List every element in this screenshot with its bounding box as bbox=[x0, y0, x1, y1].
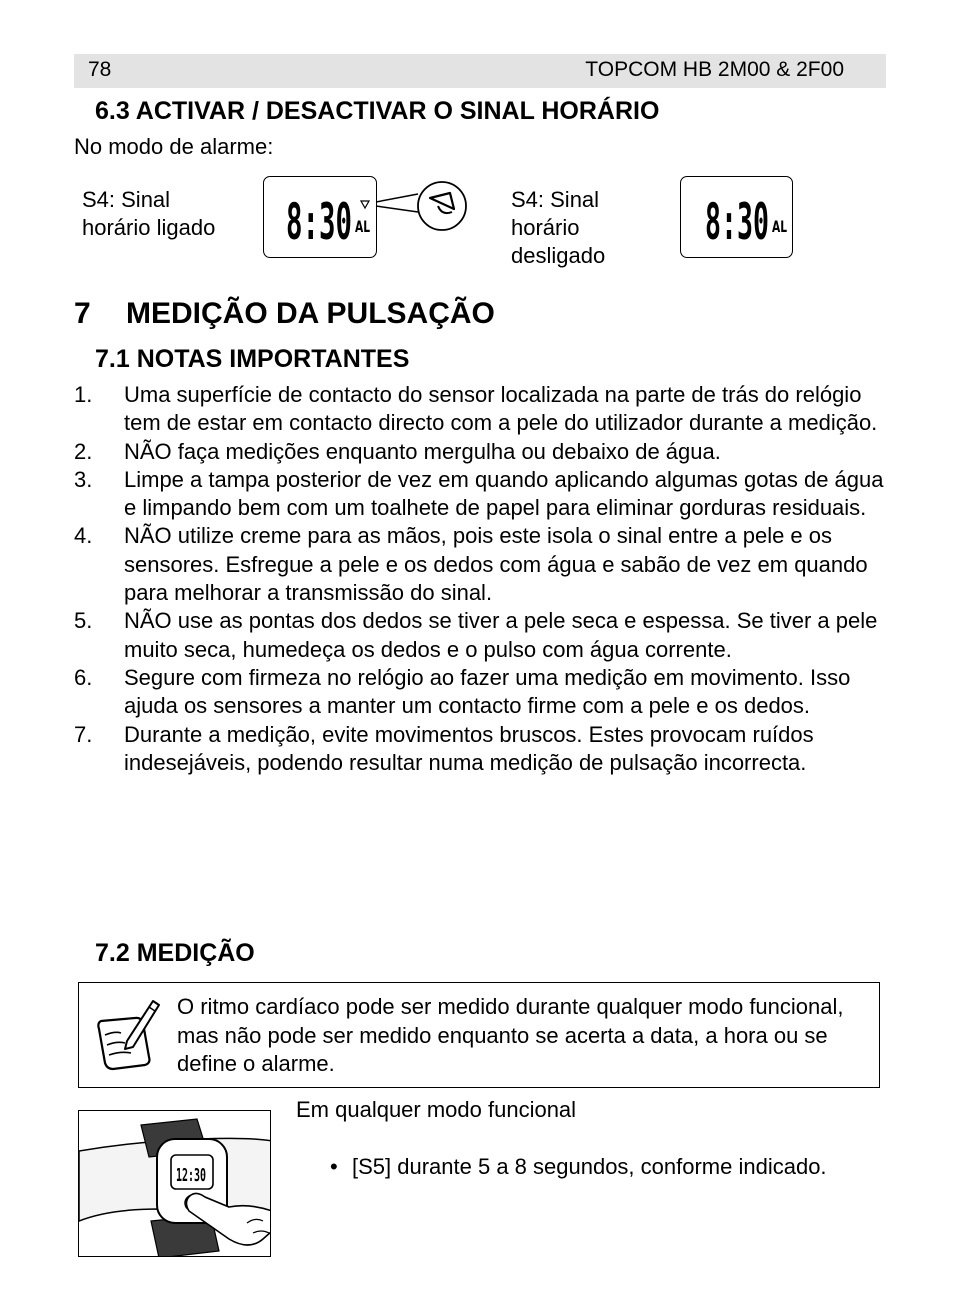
bell-icon-small bbox=[361, 201, 369, 208]
s5-instruction: [S5] durante 5 a 8 segundos, conforme indicado. bbox=[352, 1154, 827, 1179]
list-item: 5. NÃO use as pontas dos dedos se tiver a pele seca e espessa. Se tiver a pele muito seca, humedeça os dedos e o pulso com água corrente. bbox=[74, 608, 878, 662]
list-item: 3. Limpe a tampa posterior de vez em quando aplicando algumas gotas de água e limpando bem com um toalhete de papel para eliminar gorduras residuais. bbox=[74, 466, 884, 521]
page-number: 78 bbox=[88, 58, 112, 81]
lcd-digits bbox=[264, 177, 378, 259]
note-text: O ritmo cardíaco pode ser medido durante qualquer modo funcional, mas não pode ser medido enquanto se acerta a data, a hora ou se define o alarme. bbox=[177, 994, 844, 1076]
lcd-time-text: 8:30 bbox=[705, 193, 769, 251]
section-7-2-title: 7.2 MEDIÇÃO bbox=[95, 939, 255, 967]
list-item: 4. NÃO utilize creme para as mãos, pois este isola o sinal entre a pele e os sensores. Esfregue a pele e os dedos com água e sabão de vez em quando para melhorar a transmissão do sinal. bbox=[74, 523, 868, 606]
any-mode-text: Em qualquer modo funcional bbox=[296, 1097, 577, 1122]
bullet-icon: • bbox=[330, 1154, 338, 1179]
list-item: 2. NÃO faça medições enquanto mergulha ou debaixo de água. bbox=[74, 438, 721, 464]
section-6-3-title: 6.3 ACTIVAR / DESACTIVAR O SINAL HORÁRIO bbox=[95, 97, 660, 125]
signal-off-label: S4: Sinal horário desligado bbox=[511, 187, 606, 268]
page-header bbox=[74, 54, 886, 88]
product-name: TOPCOM HB 2M00 & 2F00 bbox=[585, 58, 844, 81]
lcd-time-text: 8:30 bbox=[286, 193, 352, 251]
lcd-display-signal-off bbox=[680, 176, 793, 258]
lcd-al-text: AL bbox=[772, 217, 787, 236]
lcd-al-text: AL bbox=[355, 217, 370, 236]
lcd-display-signal-on bbox=[263, 176, 377, 258]
note-box bbox=[78, 982, 880, 1088]
important-notes-list bbox=[74, 381, 886, 777]
watch-time-text: 12:30 bbox=[176, 1165, 206, 1186]
watch-illustration bbox=[78, 1110, 271, 1257]
alarm-mode-intro: No modo de alarme: bbox=[74, 134, 274, 159]
signal-on-label: S4: Sinal horário ligado bbox=[82, 187, 216, 240]
list-item: 7. Durante a medição, evite movimentos bruscos. Estes provocam ruídos indesejáveis, podendo resultar numa medição de pulsação incorrecta. bbox=[74, 721, 814, 775]
lcd-digits bbox=[681, 177, 794, 259]
note-pencil-icon bbox=[91, 993, 163, 1075]
section-7-title: MEDIÇÃO DA PULSAÇÃO bbox=[126, 297, 495, 330]
section-7-1-title: 7.1 NOTAS IMPORTANTES bbox=[95, 345, 410, 373]
section-7-number: 7 bbox=[74, 297, 91, 330]
list-item: 6. Segure com firmeza no relógio ao fazer uma medição em movimento. Isso ajuda os sensores a manter um contacto firme com a pele e os dedos. bbox=[74, 664, 851, 719]
bell-callout bbox=[370, 176, 470, 236]
list-item: 1. Uma superfície de contacto do sensor localizada na parte de trás do relógio tem de estar em contacto directo com a pele do utilizador durante a medição. bbox=[74, 382, 878, 436]
